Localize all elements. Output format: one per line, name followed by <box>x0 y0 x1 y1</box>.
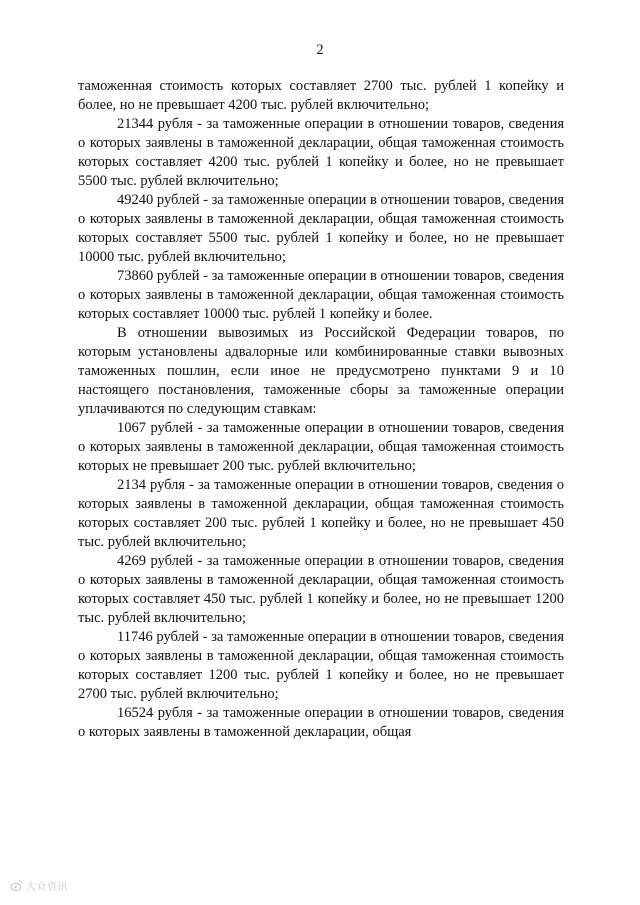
paragraph: таможенная стоимость которых составляет 2700 тыс. рублей 1 копейку и более, но не превышает 4200 тыс. рублей включительно; <box>78 78 564 113</box>
document-body <box>78 77 564 742</box>
paragraph: 1067 рублей - за таможенные операции в отношении товаров, сведения о которых заявлены в таможенной декларации, общая таможенная стоимость которых не превышает 200 тыс. рублей включительно; <box>78 420 564 474</box>
paragraph: В отношении вывозимых из Российской Федерации товаров, по которым установлены адвалорные или комбинированные ставки вывозных таможенных пошлин, если иное не предусмотрено пунктами 9 и 10 настоящего постановления, таможенные сборы за таможенные операции уплачиваются по следующим ставкам: <box>78 325 564 417</box>
page-number: 2 <box>316 42 324 58</box>
weibo-logo-icon <box>10 879 23 892</box>
watermark <box>10 878 68 893</box>
paragraph: 11746 рублей - за таможенные операции в отношении товаров, сведения о которых заявлены в таможенной декларации, общая таможенная стоимость которых составляет 1200 тыс. рублей 1 копейку и более, но не превышает 2700 тыс. рублей включительно; <box>78 629 564 702</box>
watermark-text: 大众资讯 <box>26 882 68 893</box>
paragraph: 73860 рублей - за таможенные операции в отношении товаров, сведения о которых заявлены в таможенной декларации, общая таможенная стоимость которых составляет 10000 тыс. рублей 1 копейку и более. <box>78 268 564 322</box>
paragraph: 16524 рубля - за таможенные операции в отношении товаров, сведения о которых заявлены в таможенной декларации, общая <box>78 705 564 740</box>
paragraph: 4269 рублей - за таможенные операции в отношении товаров, сведения о которых заявлены в таможенной декларации, общая таможенная стоимость которых составляет 450 тыс. рублей 1 копейку и более, но не превышает 1200 тыс. рублей включительно; <box>78 553 564 626</box>
paragraph: 2134 рубля - за таможенные операции в отношении товаров, сведения о которых заявлены в таможенной декларации, общая таможенная стоимость которых составляет 200 тыс. рублей 1 копейку и более, но не превышает 450 тыс. рублей включительно; <box>78 477 564 550</box>
paragraph: 21344 рубля - за таможенные операции в отношении товаров, сведения о которых заявлены в таможенной декларации, общая таможенная стоимость которых составляет 4200 тыс. рублей 1 копейку и более, но не превышает 5500 тыс. рублей включительно; <box>78 116 564 189</box>
paragraph: 49240 рублей - за таможенные операции в отношении товаров, сведения о которых заявлены в таможенной декларации, общая таможенная стоимость которых составляет 5500 тыс. рублей 1 копейку и более, но не превышает 10000 тыс. рублей включительно; <box>78 192 564 265</box>
